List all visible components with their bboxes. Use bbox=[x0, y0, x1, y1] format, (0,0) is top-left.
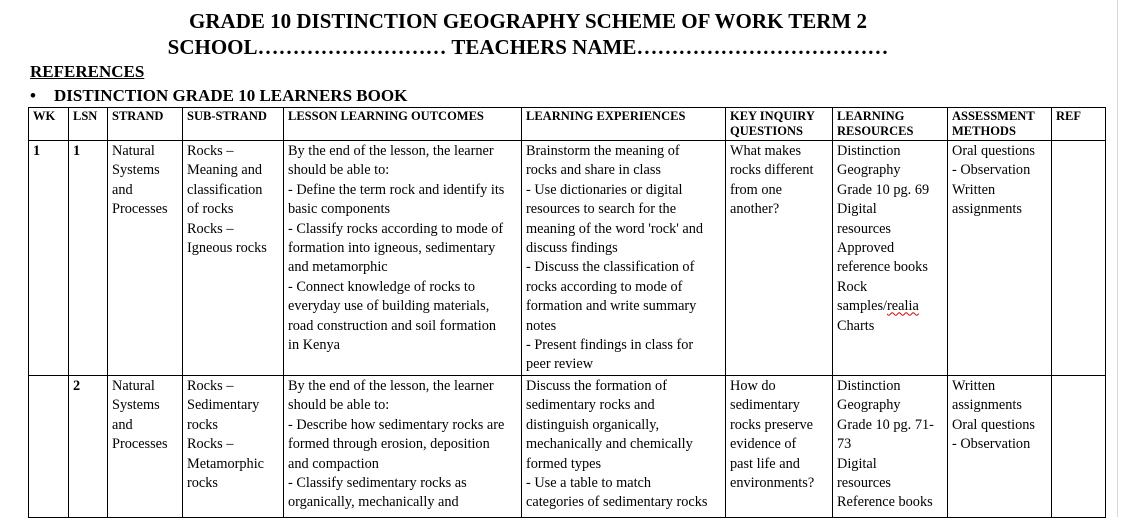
reference-item bbox=[30, 86, 407, 106]
key-inquiry-text: How do sedimentary rocks preserve evidence of past life and environments? bbox=[730, 377, 815, 491]
header-ref: REF bbox=[1052, 108, 1106, 141]
cell-resources bbox=[833, 375, 948, 517]
outcomes-text: By the end of the lesson, the learner should be able to: - Describe how sedimentary rocks are formed through erosion, deposition and compaction - Classify sedimentary rocks as organically, mechanically and bbox=[288, 377, 505, 511]
cell-lsn bbox=[69, 375, 108, 517]
cell-experiences bbox=[522, 375, 726, 517]
resources-text-part: Charts bbox=[837, 317, 875, 334]
week-number: 1 bbox=[33, 143, 41, 159]
document-subtitle: SCHOOL……………………… TEACHERS NAME……………………………… bbox=[167, 35, 889, 59]
header-strand: STRAND bbox=[108, 108, 183, 141]
table-header-row bbox=[29, 108, 1106, 141]
spellcheck-flagged-word[interactable]: realia bbox=[887, 298, 919, 315]
header-wk: WK bbox=[29, 108, 69, 141]
cell-sub-strand bbox=[183, 141, 284, 376]
cell-strand bbox=[108, 141, 183, 376]
assessment-text: Written assignments Oral questions - Observation bbox=[952, 377, 1035, 453]
reference-text: DISTINCTION GRADE 10 LEARNERS BOOK bbox=[54, 86, 408, 105]
lesson-number: 2 bbox=[73, 377, 81, 394]
cell-outcomes bbox=[284, 141, 522, 376]
cell-ref bbox=[1052, 141, 1106, 376]
cell-key-inquiry bbox=[726, 141, 833, 376]
key-inquiry-text: What makes rocks different from one another? bbox=[730, 143, 814, 218]
cell-sub-strand bbox=[183, 375, 284, 517]
header-assessment: ASSESSMENT METHODS bbox=[948, 108, 1052, 141]
cell-resources bbox=[833, 141, 948, 376]
cell-ref bbox=[1052, 375, 1106, 517]
sub-strand-text: Rocks – Sedimentary rocks Rocks – Metamorphic rocks bbox=[187, 377, 265, 491]
header-experiences: LEARNING EXPERIENCES bbox=[522, 108, 726, 141]
page-right-edge bbox=[1117, 0, 1118, 517]
experiences-text: Brainstorm the meaning of rocks and share in class - Use dictionaries or digital resources to search for the meaning of the word 'rock' and discuss findings - Discuss the classification of rocks according to mode of formation and write summary notes - Present findings in class for peer review bbox=[526, 143, 704, 373]
cell-assessment bbox=[948, 375, 1052, 517]
sub-strand-text: Rocks – Meaning and classification of rocks Rocks – Igneous rocks bbox=[187, 143, 267, 257]
header-lsn: LSN bbox=[69, 108, 108, 141]
document-title: GRADE 10 DISTINCTION GEOGRAPHY SCHEME OF WORK TERM 2 bbox=[189, 9, 867, 33]
bullet-icon: • bbox=[30, 86, 36, 105]
strand-text: Natural Systems and Processes bbox=[112, 143, 168, 218]
header-outcomes: LESSON LEARNING OUTCOMES bbox=[284, 108, 522, 141]
header-key-inquiry: KEY INQUIRY QUESTIONS bbox=[726, 108, 833, 141]
references-heading: REFERENCES bbox=[30, 62, 145, 81]
cell-strand bbox=[108, 375, 183, 517]
cell-outcomes bbox=[284, 375, 522, 517]
resources-text: Distinction Geography Grade 10 pg. 71- 73 Digital resources Reference books bbox=[837, 377, 934, 511]
table-row bbox=[29, 375, 1106, 517]
assessment-text: Oral questions - Observation Written assignments bbox=[952, 143, 1035, 218]
lesson-number: 1 bbox=[73, 143, 81, 159]
resources-text bbox=[837, 142, 943, 336]
header-resources: LEARNING RESOURCES bbox=[833, 108, 948, 141]
cell-wk bbox=[29, 375, 69, 517]
header-sub-strand: SUB-STRAND bbox=[183, 108, 284, 141]
resources-text-part: Distinction Geography Grade 10 pg. 69 Digital resources Approved reference books Rock samples/ bbox=[837, 143, 930, 315]
cell-key-inquiry bbox=[726, 375, 833, 517]
outcomes-text: By the end of the lesson, the learner should be able to: - Define the term rock and identify its basic components - Classify rocks according to mode of formation into igneous, sedimentary and metamorphic - Connect knowledge of rocks to everyday use of building materials, road construction and soil formation in Kenya bbox=[288, 143, 505, 354]
scheme-of-work-table bbox=[28, 107, 1106, 518]
cell-experiences bbox=[522, 141, 726, 376]
cell-wk bbox=[29, 141, 69, 376]
cell-assessment bbox=[948, 141, 1052, 376]
cell-lsn bbox=[69, 141, 108, 376]
strand-text: Natural Systems and Processes bbox=[112, 377, 168, 453]
table-row bbox=[29, 141, 1106, 376]
experiences-text: Discuss the formation of sedimentary rocks and distinguish organically, mechanically and chemically formed types - Use a table to match categories of sedimentary rocks bbox=[526, 377, 708, 511]
